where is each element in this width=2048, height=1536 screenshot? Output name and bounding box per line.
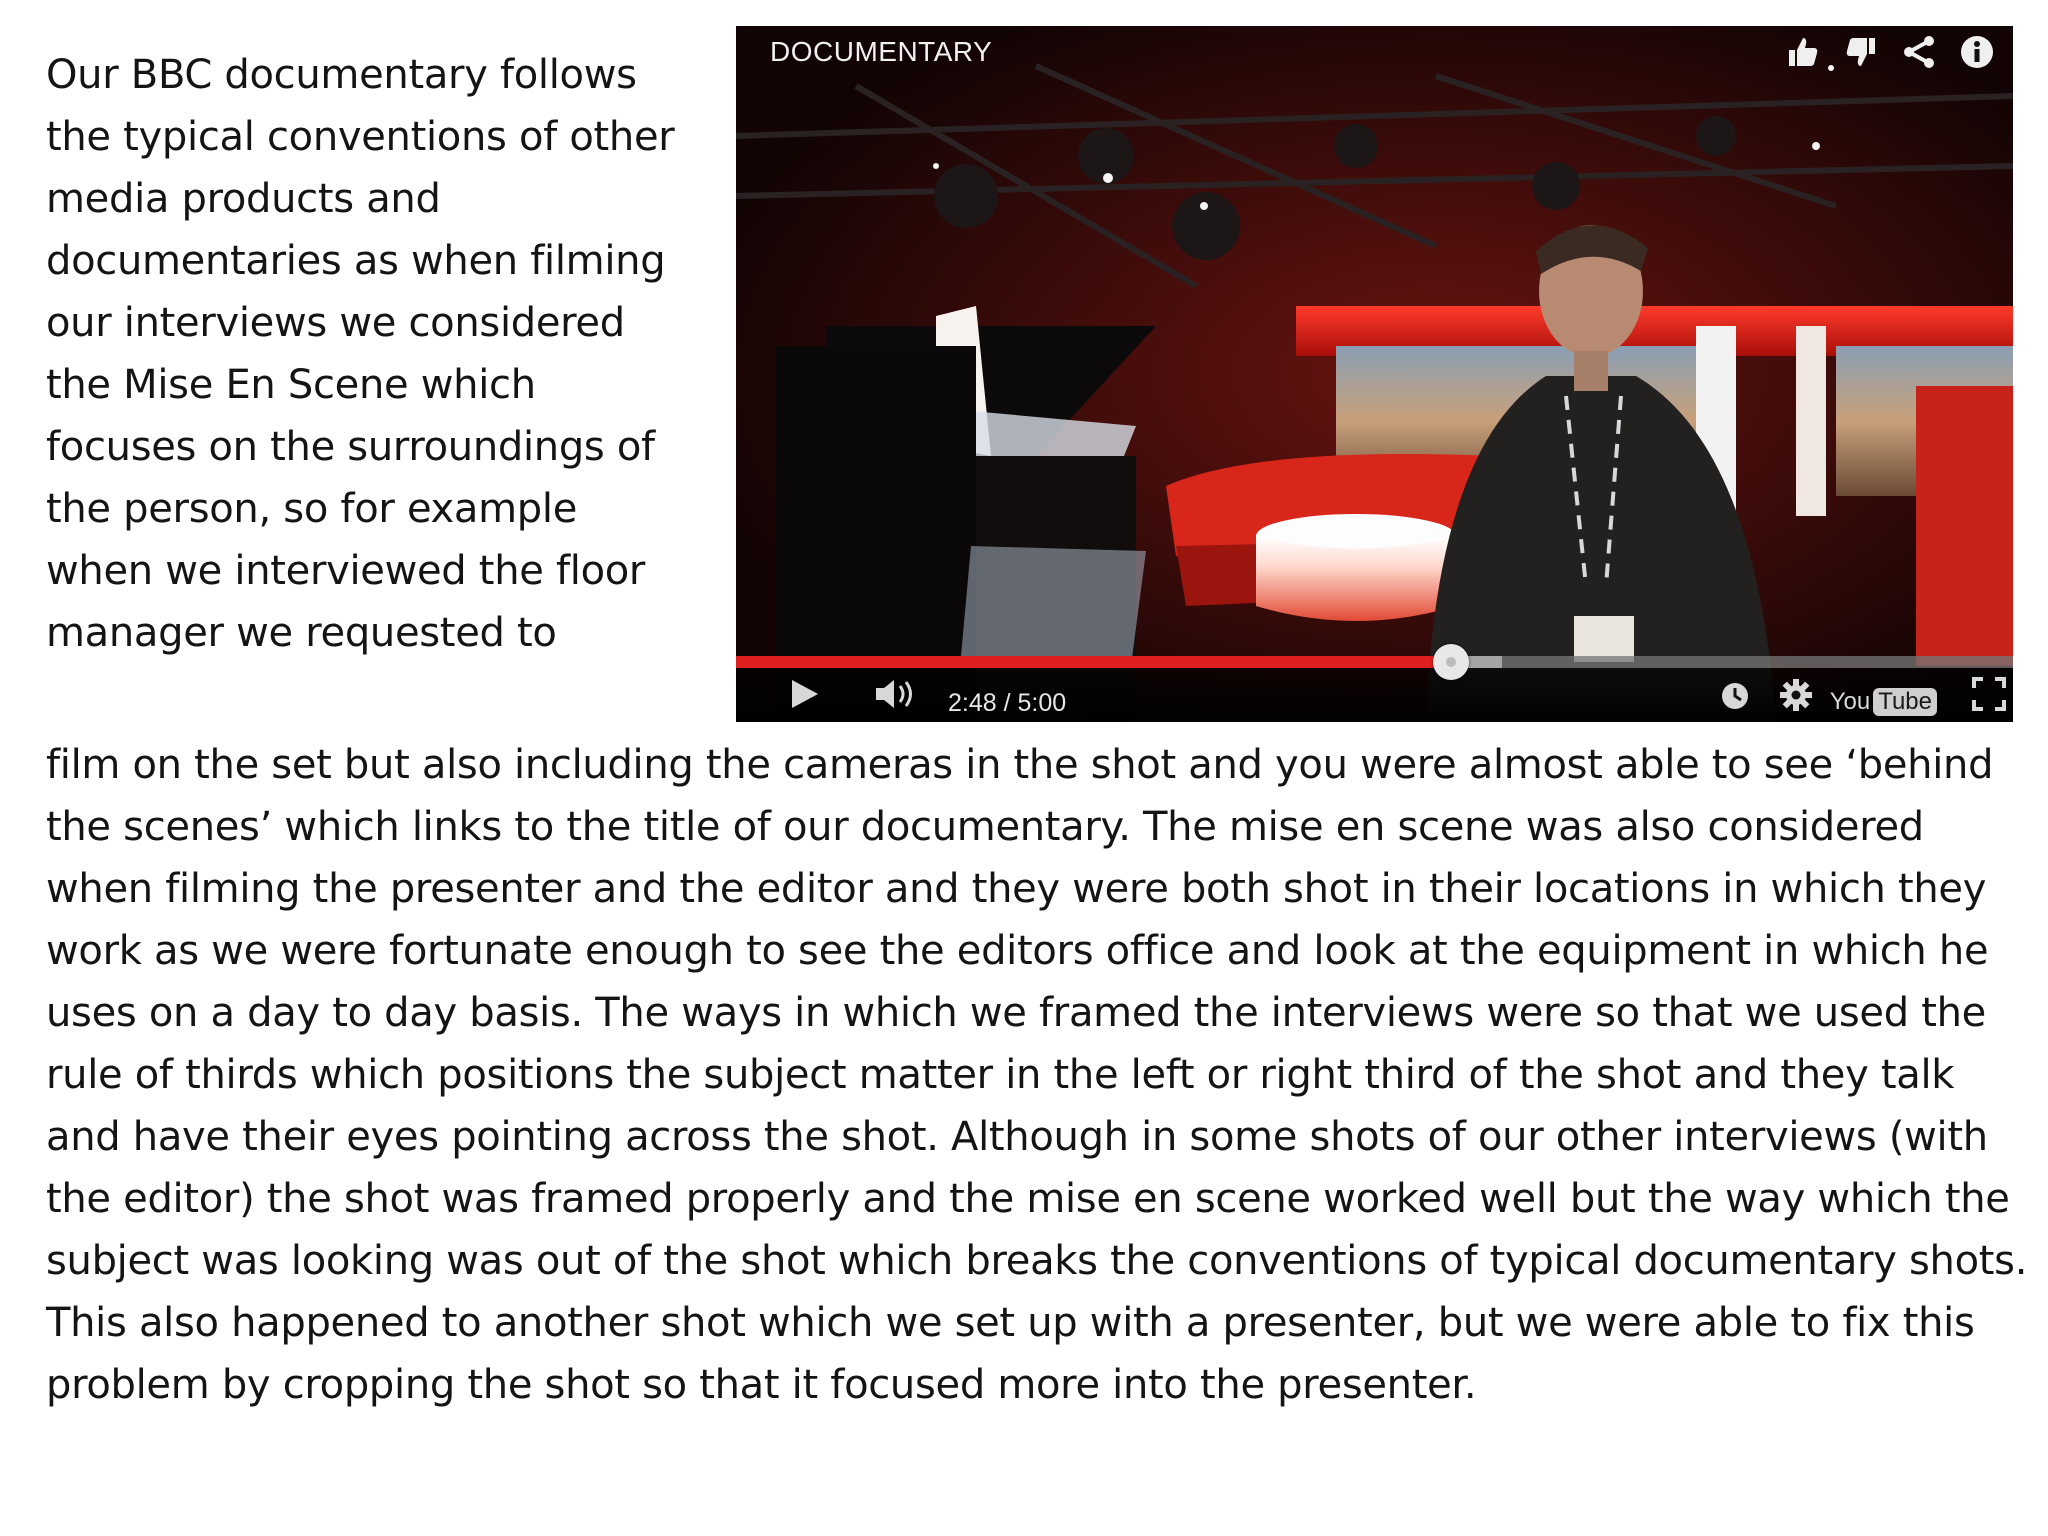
progress-bar[interactable] [736,656,2013,668]
thumbs-down-icon[interactable] [1843,34,1879,70]
time-display: 2:48 / 5:00 [948,689,1067,717]
play-icon[interactable] [786,676,822,716]
fullscreen-icon[interactable] [1971,676,2007,716]
share-icon[interactable] [1901,34,1937,70]
body-text-bottom: film on the set but also including the cameras in the shot and you were almost able to see ‘behind the scenes’ which links to the title of our documentary. The mise en scene was also considered when filming the presenter and the editor and they were both shot in their locations in which they work as we were fortunate enough to see the editors office and look at the equipment in which he uses on a day to day basis. The ways in which we framed the interviews were so that we used the rule of thirds which positions the subject matter in the left or right third of the shot and they talk and have their eyes pointing across the shot. Although in some shots of our other interviews (with the editor) the shot was framed properly and the mise en scene worked well but the way which the subject was looking was out of the shot which breaks the conventions of typical documentary shots. This also happened to another shot which we set up with a presenter, but we were able to fix this problem by cropping the shot so that it focused more into the presenter. [46,742,2028,1408]
youtube-logo[interactable] [1830,688,1937,716]
info-icon[interactable] [1959,34,1995,70]
progress-played [736,656,1451,668]
progress-scrubber[interactable] [1433,644,1469,680]
video-player[interactable] [736,26,2013,722]
volume-icon[interactable] [874,676,920,716]
logo-you: You [1829,688,1871,715]
body-text-top: Our BBC documentary follows the typical conventions of other media products and documentaries as when filming our interviews we considered the Mise En Scene which focuses on the surroundings of the person, so for example when we interviewed the floor manager we requested to [46,52,675,656]
video-frame[interactable] [736,26,2013,722]
gear-icon[interactable] [1779,678,1813,716]
top-actions [1785,34,1995,70]
logo-tube: Tube [1873,688,1937,716]
thumbs-up-icon[interactable] [1785,34,1821,70]
video-title[interactable]: DOCUMENTARY [770,36,993,67]
player-controls [736,656,2013,722]
clock-icon[interactable] [1719,680,1751,716]
